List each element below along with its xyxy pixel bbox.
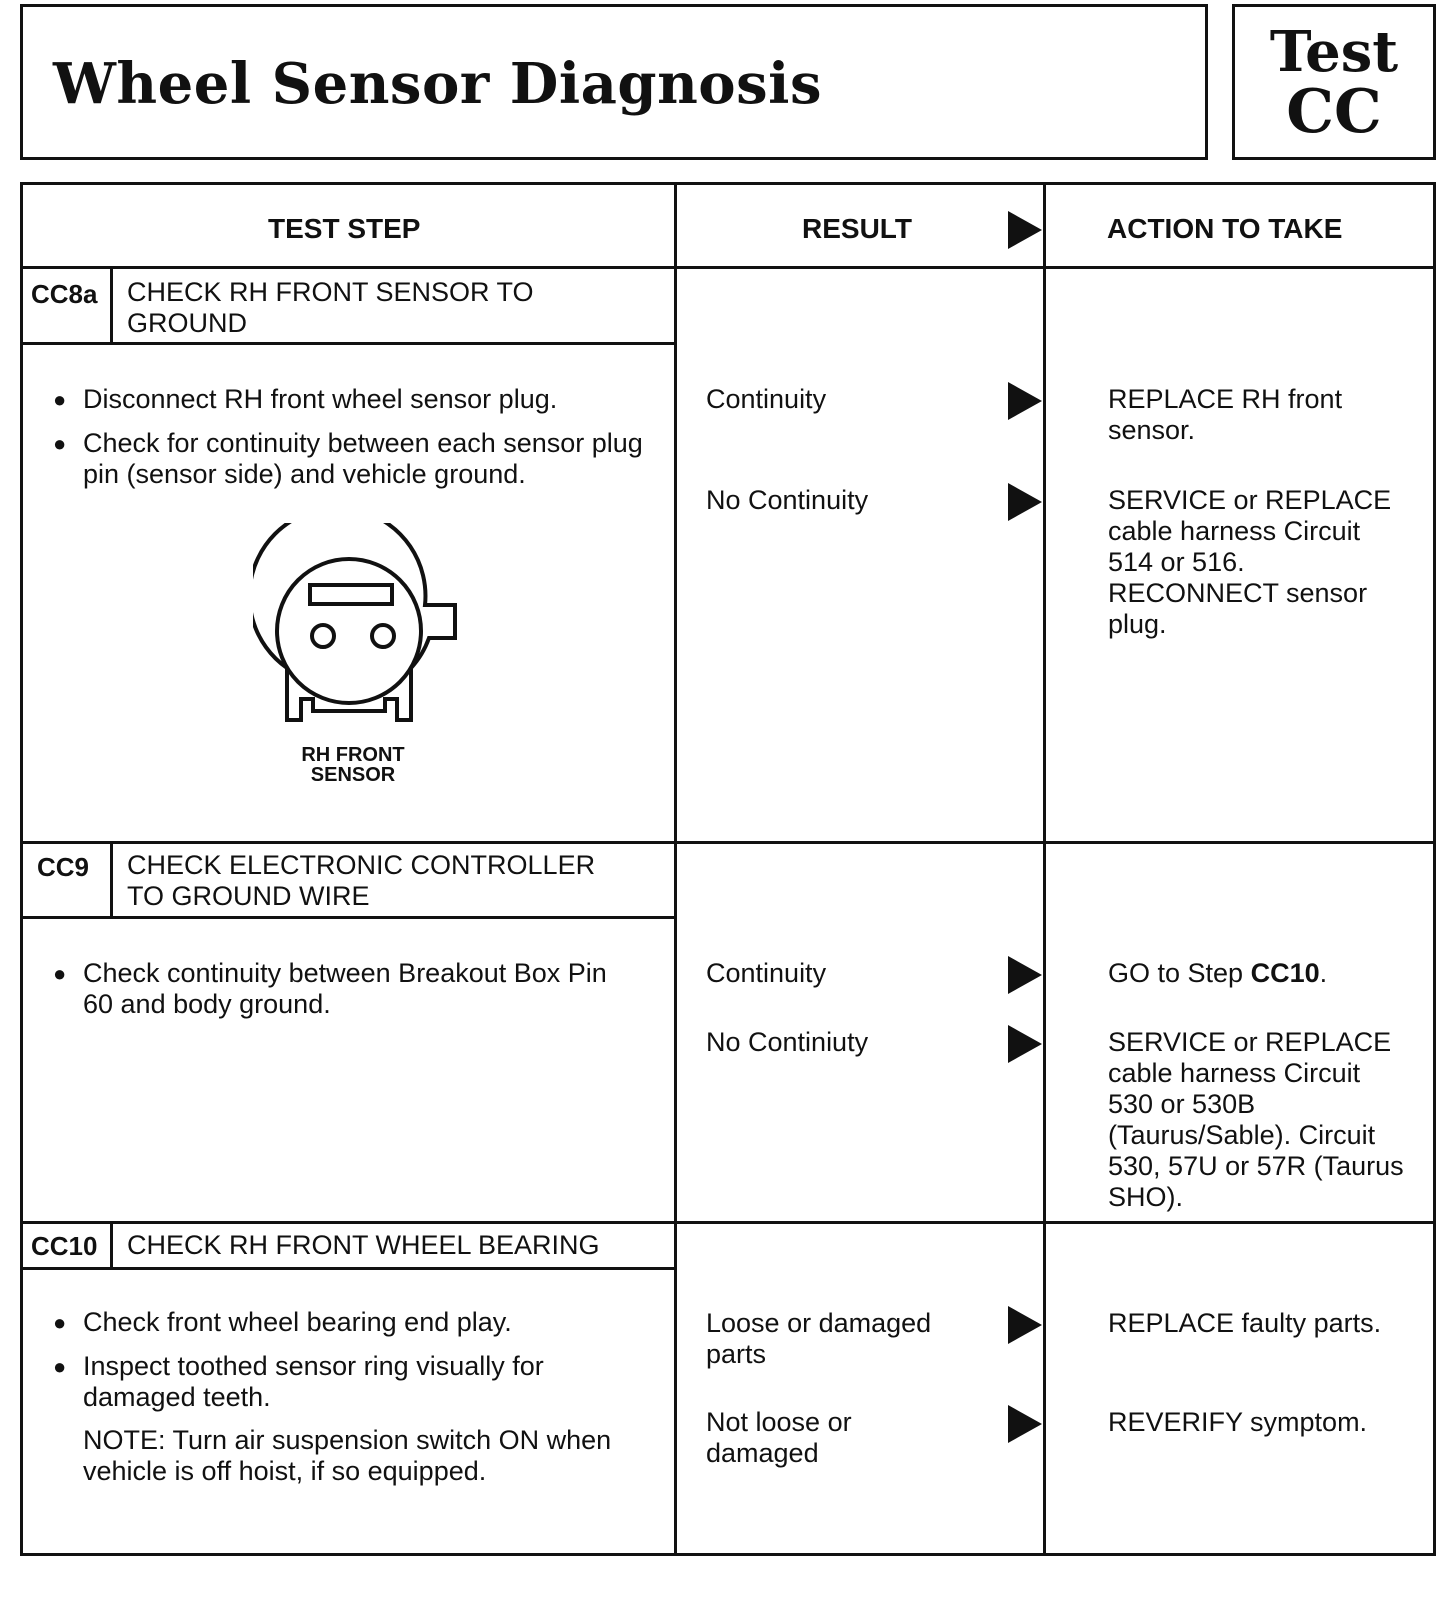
step-id-cc10: CC10 xyxy=(31,1231,98,1261)
header-action: ACTION TO TAKE xyxy=(1107,213,1343,244)
step-title-divider xyxy=(23,916,674,919)
step-id-divider xyxy=(110,266,113,344)
result-text: No Continuity xyxy=(706,485,869,515)
step-title-cc9: CHECK ELECTRONIC CONTROLLER TO GROUND WIRE xyxy=(127,850,596,911)
result-text: Loose or damaged parts xyxy=(706,1308,932,1369)
step-reference: CC10 xyxy=(1250,958,1320,988)
action-text: GO to Step CC10. xyxy=(1108,958,1328,988)
step-title-divider xyxy=(23,342,674,345)
step-id-divider xyxy=(110,1221,113,1269)
title-box xyxy=(20,4,1208,160)
header-result: RESULT xyxy=(802,213,912,244)
step-id-divider xyxy=(110,841,113,918)
row-divider xyxy=(23,1221,1433,1224)
action-text: REPLACE faulty parts. xyxy=(1108,1308,1382,1338)
test-code: CC xyxy=(1286,77,1382,147)
bullet-item: ● Check front wheel bearing end play. xyxy=(53,1307,663,1338)
arrow-icon xyxy=(1008,211,1042,249)
header-divider xyxy=(23,266,1433,269)
result-text: No Continiuty xyxy=(706,1027,869,1057)
result-text: Continuity xyxy=(706,958,827,988)
step-id-cc9: CC9 xyxy=(37,852,90,882)
figure-caption: RH FRONT SENSOR xyxy=(301,744,405,786)
arrow-icon xyxy=(1008,1306,1042,1344)
step-title-divider xyxy=(23,1267,674,1270)
bullet-item: ● Inspect toothed sensor ring visually for damaged teeth. xyxy=(53,1351,603,1413)
arrow-icon xyxy=(1008,1025,1042,1063)
action-text: REVERIFY symptom. xyxy=(1108,1407,1368,1437)
step-title-cc8a: CHECK RH FRONT SENSOR TO GROUND xyxy=(127,277,534,338)
bullet-item: ● Disconnect RH front wheel sensor plug. xyxy=(53,384,663,415)
arrow-icon xyxy=(1008,483,1042,521)
result-text: Not loose or damaged xyxy=(706,1407,852,1468)
bullet-item: ● Check for continuity between each sensor plug pin (sensor side) and vehicle ground. xyxy=(53,428,663,490)
row-divider xyxy=(23,841,1433,844)
test-label: Test xyxy=(1269,19,1399,85)
step-title-cc10: CHECK RH FRONT WHEEL BEARING xyxy=(127,1230,600,1260)
column-divider-action xyxy=(1043,185,1046,1553)
action-text: REPLACE RH front sensor. xyxy=(1108,384,1343,445)
page-title: Wheel Sensor Diagnosis xyxy=(53,51,822,117)
arrow-icon xyxy=(1008,956,1042,994)
test-label-box xyxy=(1232,4,1436,160)
rh-front-sensor-connector-diagram xyxy=(253,523,463,723)
arrow-icon xyxy=(1008,1405,1042,1443)
diagnosis-table xyxy=(20,182,1436,1556)
column-divider-result xyxy=(674,185,677,1553)
arrow-icon xyxy=(1008,382,1042,420)
bullet-item: ● Check continuity between Breakout Box Pin 60 and body ground. xyxy=(53,958,643,1020)
note-text: NOTE: Turn air suspension switch ON when vehicle is off hoist, if so equipped. xyxy=(83,1425,612,1486)
action-text: SERVICE or REPLACE cable harness Circuit 530 or 530B (Taurus/Sable). Circuit 530, 57U or 57R (Taurus SHO). xyxy=(1108,1027,1404,1212)
step-id-cc8a: CC8a xyxy=(31,279,98,309)
header-test-step: TEST STEP xyxy=(268,213,421,244)
action-text: SERVICE or REPLACE cable harness Circuit 514 or 516. RECONNECT sensor plug. xyxy=(1108,485,1392,639)
result-text: Continuity xyxy=(706,384,827,414)
